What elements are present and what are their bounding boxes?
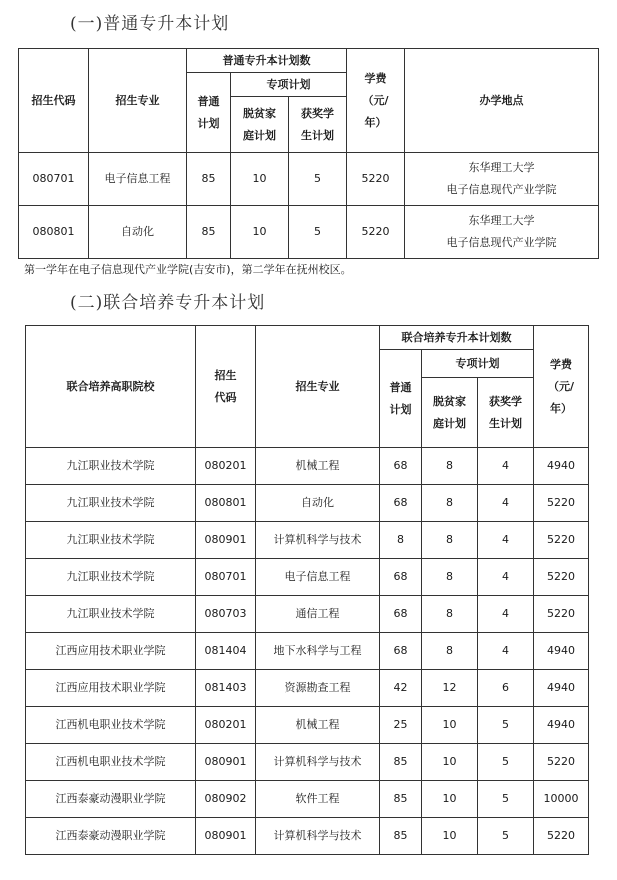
header-location: 办学地点	[405, 49, 599, 153]
cell-award: 5	[478, 818, 534, 855]
cell-award: 4	[478, 559, 534, 596]
header-award: 获奖学 生计划	[289, 97, 347, 153]
cell-fee: 5220	[534, 485, 589, 522]
cell-code: 080801	[19, 206, 89, 259]
cell-code: 081403	[196, 670, 256, 707]
campus-note: 第一学年在电子信息现代产业学院(吉安市)，第二学年在抚州校区。	[24, 263, 352, 276]
cell-award: 5	[289, 153, 347, 206]
table-row	[26, 448, 589, 485]
cell-general: 68	[380, 485, 422, 522]
cell-award: 5	[478, 781, 534, 818]
cell-fee: 5220	[347, 153, 405, 206]
table-row	[26, 559, 589, 596]
table-row	[26, 670, 589, 707]
cell-college: 九江职业技术学院	[26, 596, 196, 633]
cell-college: 九江职业技术学院	[26, 522, 196, 559]
header-general: 普通 计划	[187, 73, 231, 153]
cell-fee: 5220	[347, 206, 405, 259]
table-row	[19, 206, 599, 259]
header-special-group: 专项计划	[231, 73, 347, 97]
cell-fee: 4940	[534, 670, 589, 707]
joint-plan-table	[25, 325, 589, 855]
cell-general: 85	[187, 153, 231, 206]
cell-major: 软件工程	[256, 781, 380, 818]
cell-award: 4	[478, 448, 534, 485]
cell-general: 85	[380, 818, 422, 855]
cell-college: 江西机电职业技术学院	[26, 744, 196, 781]
cell-fee: 5220	[534, 522, 589, 559]
table-row	[26, 633, 589, 670]
header-code: 招生 代码	[196, 326, 256, 448]
cell-major: 机械工程	[256, 448, 380, 485]
cell-fee: 5220	[534, 596, 589, 633]
cell-general: 8	[380, 522, 422, 559]
cell-general: 85	[380, 781, 422, 818]
cell-major: 地下水科学与工程	[256, 633, 380, 670]
cell-college: 江西应用技术职业学院	[26, 670, 196, 707]
cell-award: 4	[478, 633, 534, 670]
cell-general: 68	[380, 596, 422, 633]
cell-fee: 5220	[534, 559, 589, 596]
cell-college: 江西泰豪动漫职业学院	[26, 781, 196, 818]
header-fee: 学费 （元/ 年）	[347, 49, 405, 153]
header-special-group: 专项计划	[422, 350, 534, 378]
cell-award: 6	[478, 670, 534, 707]
header-general: 普通 计划	[380, 350, 422, 448]
header-code: 招生代码	[19, 49, 89, 153]
cell-code: 080703	[196, 596, 256, 633]
cell-college: 江西应用技术职业学院	[26, 633, 196, 670]
cell-code: 080701	[196, 559, 256, 596]
header-row-1	[26, 326, 589, 350]
cell-poverty: 8	[422, 596, 478, 633]
regular-plan-table	[18, 48, 599, 259]
cell-poverty: 12	[422, 670, 478, 707]
cell-general: 85	[380, 744, 422, 781]
cell-major: 计算机科学与技术	[256, 818, 380, 855]
cell-fee: 4940	[534, 707, 589, 744]
cell-general: 85	[187, 206, 231, 259]
cell-general: 25	[380, 707, 422, 744]
cell-poverty: 10	[231, 153, 289, 206]
table-row	[26, 707, 589, 744]
cell-general: 68	[380, 448, 422, 485]
cell-fee: 4940	[534, 633, 589, 670]
cell-college: 九江职业技术学院	[26, 448, 196, 485]
header-poverty: 脱贫家 庭计划	[231, 97, 289, 153]
cell-major: 机械工程	[256, 707, 380, 744]
cell-poverty: 8	[422, 485, 478, 522]
cell-fee: 5220	[534, 818, 589, 855]
cell-college: 九江职业技术学院	[26, 559, 196, 596]
cell-college: 江西机电职业技术学院	[26, 707, 196, 744]
cell-major: 自动化	[256, 485, 380, 522]
section-2-title: (二)联合培养专升本计划	[70, 293, 266, 313]
cell-poverty: 8	[422, 448, 478, 485]
table-row	[26, 522, 589, 559]
cell-code: 080901	[196, 818, 256, 855]
cell-general: 68	[380, 633, 422, 670]
cell-code: 080801	[196, 485, 256, 522]
cell-poverty: 10	[422, 707, 478, 744]
header-major: 招生专业	[89, 49, 187, 153]
cell-award: 4	[478, 485, 534, 522]
header-award: 获奖学 生计划	[478, 378, 534, 448]
table-row	[26, 596, 589, 633]
cell-award: 5	[478, 744, 534, 781]
cell-poverty: 10	[422, 781, 478, 818]
cell-award: 4	[478, 596, 534, 633]
table-row	[26, 485, 589, 522]
cell-code: 080701	[19, 153, 89, 206]
cell-location: 东华理工大学 电子信息现代产业学院	[405, 153, 599, 206]
cell-major: 计算机科学与技术	[256, 744, 380, 781]
cell-poverty: 10	[422, 744, 478, 781]
cell-poverty: 8	[422, 559, 478, 596]
cell-code: 080901	[196, 744, 256, 781]
header-plan-group: 普通专升本计划数	[187, 49, 347, 73]
cell-code: 080901	[196, 522, 256, 559]
cell-poverty: 8	[422, 522, 478, 559]
cell-major: 通信工程	[256, 596, 380, 633]
cell-code: 080201	[196, 707, 256, 744]
header-college: 联合培养高职院校	[26, 326, 196, 448]
cell-code: 081404	[196, 633, 256, 670]
table-row	[26, 818, 589, 855]
table-row	[26, 781, 589, 818]
cell-major: 电子信息工程	[256, 559, 380, 596]
cell-code: 080902	[196, 781, 256, 818]
cell-major: 资源勘查工程	[256, 670, 380, 707]
header-plan-group: 联合培养专升本计划数	[380, 326, 534, 350]
cell-general: 42	[380, 670, 422, 707]
section-1-title: (一)普通专升本计划	[70, 14, 230, 34]
cell-poverty: 10	[422, 818, 478, 855]
cell-major: 自动化	[89, 206, 187, 259]
cell-general: 68	[380, 559, 422, 596]
cell-fee: 5220	[534, 744, 589, 781]
cell-award: 5	[478, 707, 534, 744]
cell-code: 080201	[196, 448, 256, 485]
cell-award: 4	[478, 522, 534, 559]
header-row-1	[19, 49, 599, 73]
table-row	[19, 153, 599, 206]
cell-major: 计算机科学与技术	[256, 522, 380, 559]
header-poverty: 脱贫家 庭计划	[422, 378, 478, 448]
cell-college: 江西泰豪动漫职业学院	[26, 818, 196, 855]
cell-award: 5	[289, 206, 347, 259]
cell-fee: 10000	[534, 781, 589, 818]
cell-poverty: 10	[231, 206, 289, 259]
cell-fee: 4940	[534, 448, 589, 485]
header-major: 招生专业	[256, 326, 380, 448]
cell-major: 电子信息工程	[89, 153, 187, 206]
cell-location: 东华理工大学 电子信息现代产业学院	[405, 206, 599, 259]
cell-college: 九江职业技术学院	[26, 485, 196, 522]
table-row	[26, 744, 589, 781]
cell-poverty: 8	[422, 633, 478, 670]
header-fee: 学费 （元/ 年）	[534, 326, 589, 448]
